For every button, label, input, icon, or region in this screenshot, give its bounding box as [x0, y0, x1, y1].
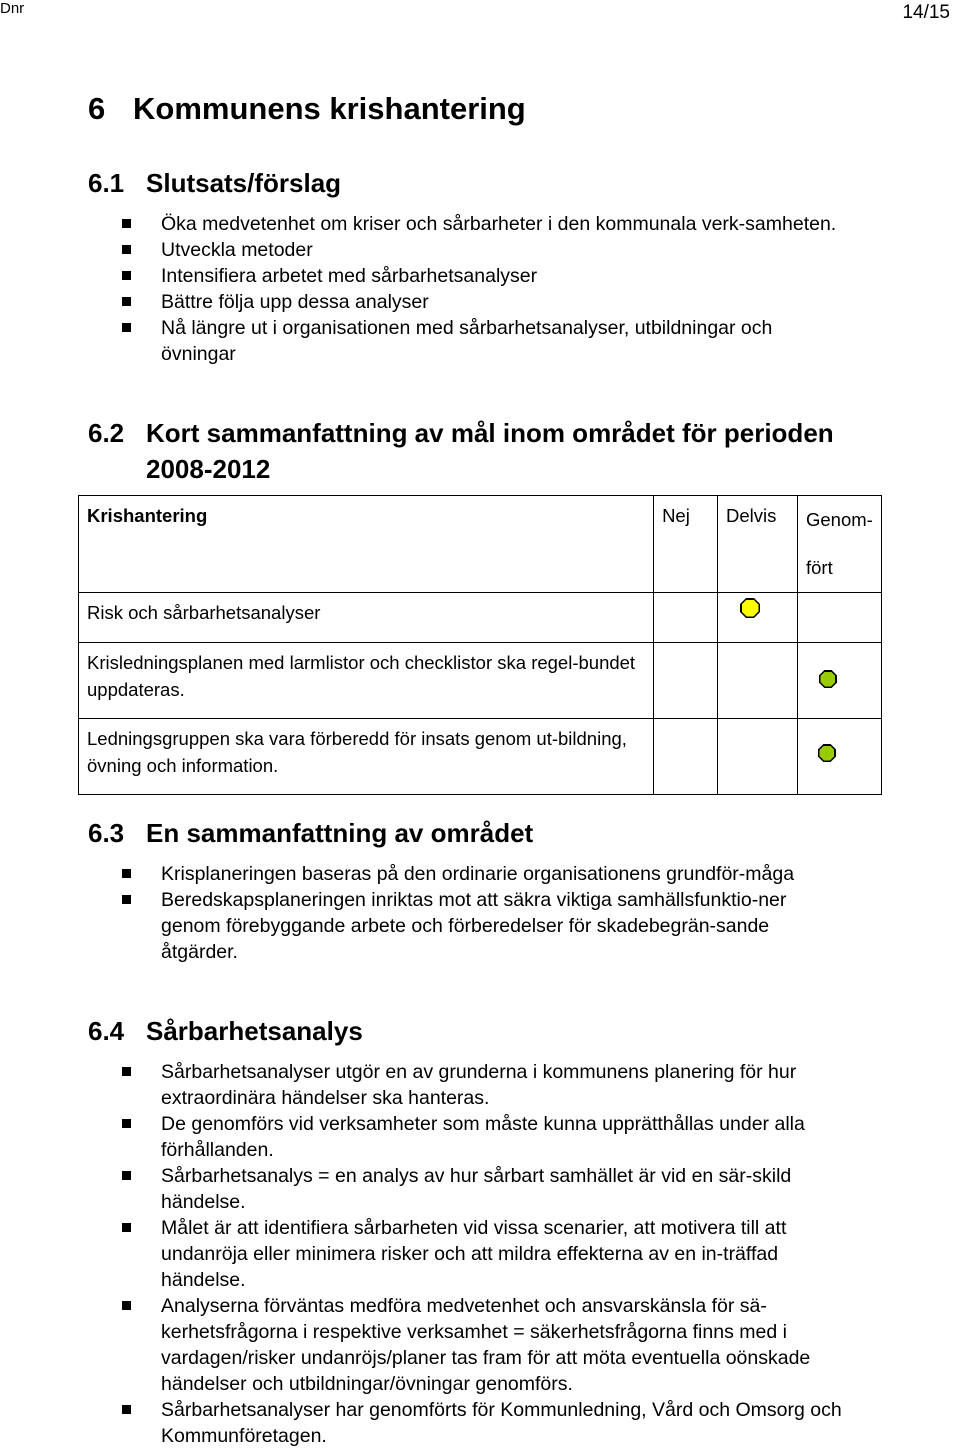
- table-header-row: [79, 496, 882, 593]
- chapter-heading: [88, 89, 526, 129]
- list-item: Målet är att identifiera sårbarheten vid vissa scenarier, att motivera till att undanröja eller minimera risker och att mildra effekterna av en in-träffad händelse.: [122, 1215, 852, 1293]
- section-number: 6.3: [88, 818, 125, 848]
- list-item: Öka medvetenhet om kriser och sårbarheter i den kommunala verk-samheten.: [122, 211, 842, 237]
- list-item: Intensifiera arbetet med sårbarhetsanalyser: [122, 263, 842, 289]
- green-status-icon: [819, 670, 837, 688]
- bullet-icon: [122, 895, 131, 904]
- section-heading-6-3: [88, 818, 533, 848]
- chapter-title: Kommunens krishantering: [133, 91, 526, 126]
- bullet-icon: [122, 1405, 131, 1414]
- section-heading-6-1: [88, 168, 341, 198]
- chapter-number: 6: [88, 91, 106, 126]
- document-number-label: Dnr: [0, 0, 25, 17]
- list-item: Bättre följa upp dessa analyser: [122, 289, 842, 315]
- column-header-done: Genom- fört: [797, 496, 881, 593]
- section-title: Kort sammanfattning av mål inom området för perioden: [146, 418, 834, 448]
- bullet-icon: [122, 1067, 131, 1076]
- section-title-continued: 2008-2012: [146, 454, 271, 484]
- list-item: Sårbarhetsanalys = en analys av hur sårbart samhället är vid en sär-skild händelse.: [122, 1163, 852, 1215]
- section-heading-6-4: [88, 1016, 363, 1046]
- column-header-no: Nej: [654, 496, 718, 593]
- list-item: Krisplaneringen baseras på den ordinarie organisationens grundför-måga: [122, 861, 842, 887]
- bullet-icon: [122, 1301, 131, 1310]
- bullet-icon: [122, 1119, 131, 1128]
- bullet-icon: [122, 1223, 131, 1232]
- section-heading-6-2: [88, 418, 834, 484]
- bullet-icon: [122, 1171, 131, 1180]
- conclusions-list: [122, 211, 842, 367]
- column-header-partly: Delvis: [718, 496, 798, 593]
- table-row: [79, 593, 882, 643]
- table-row: [79, 643, 882, 719]
- bullet-icon: [122, 323, 131, 332]
- green-status-icon: [818, 744, 836, 762]
- goal-text: Krisledningsplanen med larmlistor och checklistor ska regel-bundet uppdateras.: [79, 643, 654, 719]
- topic-header: Krishantering: [79, 496, 654, 593]
- bullet-icon: [122, 869, 131, 878]
- vulnerability-analysis-list: [122, 1059, 852, 1449]
- list-item: Nå längre ut i organisationen med sårbarhetsanalyser, utbildningar och övningar: [122, 315, 842, 367]
- goals-table: [78, 495, 882, 795]
- list-item: Sårbarhetsanalyser har genomförts för Kommunledning, Vård och Omsorg och Kommunföretagen.: [122, 1397, 852, 1449]
- list-item: Analyserna förväntas medföra medvetenhet och ansvarskänsla för sä-kerhetsfrågorna i respektive verksamhet = säkerhetsfrågorna finns med i vardagen/risker undanröjs/planer tas fram för att möta eventuella oönskade händelser och utbildningar/övningar genomförs.: [122, 1293, 852, 1397]
- bullet-icon: [122, 245, 131, 254]
- page-number: 14/15: [902, 2, 950, 23]
- bullet-icon: [122, 297, 131, 306]
- table-row: [79, 719, 882, 795]
- section-number: 6.1: [88, 168, 125, 198]
- yellow-status-icon: [740, 598, 760, 618]
- section-title: Slutsats/förslag: [146, 168, 342, 198]
- bullet-icon: [122, 271, 131, 280]
- goal-text: Risk och sårbarhetsanalyser: [79, 593, 654, 643]
- list-item: De genomförs vid verksamheter som måste kunna upprätthållas under alla förhållanden.: [122, 1111, 852, 1163]
- list-item: Beredskapsplaneringen inriktas mot att säkra viktiga samhällsfunktio-ner genom förebyggande arbete och förberedelser för skadebegrän-sande åtgärder.: [122, 887, 842, 965]
- bullet-icon: [122, 219, 131, 228]
- goal-text: Ledningsgruppen ska vara förberedd för insats genom ut-bildning, övning och information.: [79, 719, 654, 795]
- section-title: En sammanfattning av området: [146, 818, 534, 848]
- section-title: Sårbarhetsanalys: [146, 1016, 363, 1046]
- list-item: Sårbarhetsanalyser utgör en av grunderna i kommunens planering för hur extraordinära händelser ska hanteras.: [122, 1059, 852, 1111]
- summary-list: [122, 861, 842, 965]
- section-number: 6.4: [88, 1016, 125, 1046]
- section-number: 6.2: [88, 418, 125, 448]
- list-item: Utveckla metoder: [122, 237, 842, 263]
